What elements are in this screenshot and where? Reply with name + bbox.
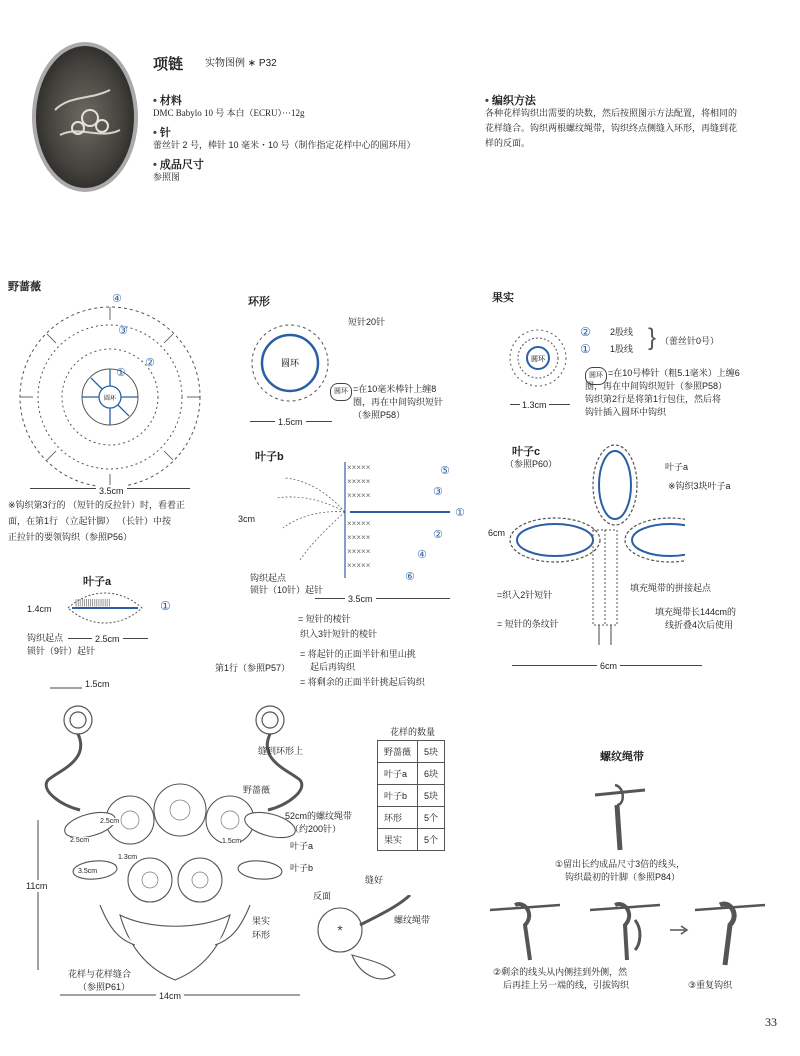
table-cell-count: 5块 [418,785,445,807]
table-cell-name: 环形 [378,807,418,829]
svg-text:×××××: ××××× [347,547,371,556]
materials-heading: • 材料 [153,92,182,108]
rose-note-2: 面，在第1行 （立起针脚） （长针）中按 [8,516,172,526]
table-cell-count: 6块 [418,763,445,785]
size-text: 参照图 [153,172,181,182]
assembly-height: 11cm [26,881,48,891]
rose-title: 野蔷薇 [8,281,41,293]
leaf-a-chain: 锁针（9针）起针 [27,646,96,656]
spiral-title: 螺纹绳带 [600,751,644,763]
back-sew-label: 缝好 [365,875,384,885]
fruit-note-3: 钩织第2行是将第1行包住，然后将 [585,394,722,404]
table-row [378,829,445,851]
leaf-c-ref: （参照P60） [505,459,558,469]
assembly-join-2: （参照P61） [78,982,131,992]
fruit-note-2: 圈，再在中间钩织短针（参照P58） [585,381,728,391]
leaf-a-height: 1.4cm [27,604,52,614]
leaf-b-width: 3.5cm [345,593,376,605]
assembly-dim-15: 1.5cm [222,838,242,845]
assembly-sew-ring: 缝到环形上 [258,746,304,756]
assembly-dim-25-rose: 2.5cm [100,818,120,825]
assembly-dim-top: 1.5cm [82,678,113,690]
spiral-step3: ③重复钩织 [688,980,733,990]
ring-note-2: 圈，再在中间钩织短针 [353,397,444,407]
spiral-step2-line2: 后再挂上另一端的线，引拔钩织 [503,980,630,990]
table-cell-count: 5个 [418,829,445,851]
assembly-fruit: 果实 [252,916,271,926]
table-row [378,807,445,829]
back-view-diagram [310,895,420,990]
ring-badge: 圆环 [330,383,352,401]
assembly-dim-35: 3.5cm [78,868,98,875]
materials-text: DMC Babylo 10 号 本白（ECRU）···12g [153,108,305,118]
leaf-c-legend-row: = 短针的条纹针 [497,619,559,629]
back-label: 反面 [313,891,332,901]
leaf-b-row-2: ② [433,529,443,541]
table-cell-name: 果实 [378,829,418,851]
assembly-ring: 环形 [252,930,271,940]
svg-text:×××××: ××××× [347,463,371,472]
assembly-width: 14cm [156,990,184,1002]
method-line-3: 样的反面。 [485,138,531,148]
fruit-width: 1.3cm [522,400,547,410]
leaf-c-height: 6cm [488,528,506,538]
fruit-row-1-icon: ① [580,342,591,356]
rose-note-1: ※钩织第3行的 （短针的反拉针）时，看着正 [8,500,186,510]
rose-row-1: ① [116,367,126,379]
assembly-cord-1: 52cm的螺纹绳带 [285,811,353,821]
rose-row-3: ③ [118,325,128,337]
spiral-steps-diagram [485,890,795,970]
ring-chart [245,318,335,413]
leaf-c-note: ※钩织3块叶子a [668,481,731,491]
assembly-dim-13: 1.3cm [118,854,138,861]
rose-row-4: ④ [112,293,122,305]
back-cord-label: 螺纹绳带 [394,915,431,925]
symbol-legend-3a: = 将起针的正面半针和里山挑 [300,649,416,659]
symbol-legend-4: = 将剩余的正面半针挑起后钩织 [300,677,425,687]
leaf-b-start: 钩织起点 [250,573,287,583]
product-photo [30,40,140,195]
svg-text:×××××: ××××× [347,477,371,486]
leaf-a-title: 叶子a [83,576,112,588]
leaf-b-row-1: ① [455,507,465,519]
spiral-step1-line1: ①留出长约成品尺寸3倍的线头， [555,859,686,869]
count-table [377,740,445,851]
symbol-legend-1: = 短针的棱针 [298,614,351,624]
ring-center-label: 圆环 [280,358,300,368]
fruit-brace: } [648,324,657,351]
leaf-b-row-3: ③ [433,486,443,498]
leaf-c-cord-note-1: 填充绳带长144cm的 [655,607,737,617]
table-cell-count: 5个 [418,807,445,829]
fruit-note-1: =在10号棒针（粗5.1毫米）上缠6 [608,368,740,378]
assembly-rose: 野蔷薇 [243,785,271,795]
photo-reference: 实物图例 ∗ P32 [205,58,277,69]
page-number: 33 [765,1015,777,1029]
assembly-join-1: 花样与花样缝合 [68,969,132,979]
method-line-2: 花样缝合。钩织两根螺纹绳带，钩织终点侧缝入环形，再缝到花 [485,123,738,133]
needle-heading: • 针 [153,124,171,140]
table-cell-name: 叶子a [378,763,418,785]
symbol-legend-3b: 起后再钩织 [310,662,356,672]
leaf-b-dimension-line [315,598,450,599]
table-row [378,785,445,807]
rose-row-2: ② [145,357,155,369]
svg-text:×××××: ××××× [347,533,371,542]
leaf-b-row-5: ⑤ [440,465,450,477]
ring-title: 环形 [248,296,270,308]
spiral-step1-line2: 钩织最初的针脚（参照P84） [565,872,681,882]
leaf-a-width: 2.5cm [92,633,123,645]
fruit-row-2-icon: ② [580,325,591,339]
leaf-a-row: ① [160,599,171,613]
count-table-title: 花样的数量 [390,727,436,737]
leaf-c-width: 6cm [597,660,620,672]
fruit-note-4: 钩针插入圆环中钩织 [585,407,667,417]
leaf-b-row-4: ④ [417,549,427,561]
assembly-cord-2: （约200针） [290,824,342,834]
leaf-b-chart [265,450,495,590]
leaf-c-title: 叶子c [512,446,541,458]
ring-note-1: =在10毫米棒针上缠8 [353,384,437,394]
leaf-b-title: 叶子b [255,451,284,463]
spiral-step1-diagram [585,775,655,855]
rose-center-label: 圆环 [103,396,117,402]
rose-width: 3.5cm [96,485,127,497]
assembly-dim-25-leaf: 2.5cm [70,837,90,844]
ring-stitch-count: 短针20针 [348,317,386,327]
symbol-legend-2: 织入3针短针的棱针 [300,629,378,639]
table-cell-name: 叶子b [378,785,418,807]
leaf-c-leaf-label: 叶子a [665,462,689,472]
leaf-a-chart [60,588,170,628]
fruit-row-1: 1股线 [610,344,634,354]
fruit-badge: 圆环 [585,367,607,385]
table-cell-name: 野蔷薇 [378,741,418,763]
svg-text:×××××: ××××× [347,491,371,500]
leaf-c-legend-inc: =织入2针短针 [497,590,553,600]
method-line-1: 各种花样钩织出需要的块数，然后按照图示方法配置，将相同的 [485,108,738,118]
svg-text:×××××: ××××× [347,561,371,570]
leaf-b-height: 3cm [238,514,256,524]
fruit-row-2: 2股线 [610,327,634,337]
needle-text: 蕾丝针 2 号，棒针 10 毫米・10 号（制作指定花样中心的圆环用） [153,140,416,150]
rose-chart [5,290,215,500]
ring-note-3: （参照P58） [353,410,406,420]
assembly-leaf-a: 叶子a [290,841,314,851]
table-cell-count: 5块 [418,741,445,763]
rose-note-3: 正拉针的要领钩织（参照P56） [8,532,133,542]
spiral-step2-line1: ②剩余的线头从内侧挂到外侧，然 [493,967,628,977]
leaf-c-join: 填充绳带的拼接起点 [630,583,712,593]
svg-text:|||||||||||||||||: ||||||||||||||||| [75,598,111,607]
fruit-title: 果实 [492,292,514,304]
table-row [378,763,445,785]
row1-label: 第1行（参照P57） [215,663,291,673]
leaf-a-start: 钩织起点 [27,633,64,643]
fruit-hook: （蕾丝针0号） [660,336,720,346]
svg-text:×××××: ××××× [347,519,371,528]
fruit-center-label: 圆环 [531,356,545,363]
fruit-chart [505,325,575,395]
assembly-leaf-b: 叶子b [290,863,314,873]
size-heading: • 成品尺寸 [153,156,204,172]
leaf-c-cord-note-2: 线折叠4次后使用 [665,620,734,630]
leaf-b-chain: 锁针（10针）起针 [250,585,324,595]
leaf-b-row-6: ⑥ [405,571,415,583]
method-heading: • 编织方法 [485,92,536,108]
pattern-title: 项链 [153,56,184,73]
svg-text:*: * [337,922,343,938]
ring-width: 1.5cm [275,416,306,428]
table-row [378,741,445,763]
